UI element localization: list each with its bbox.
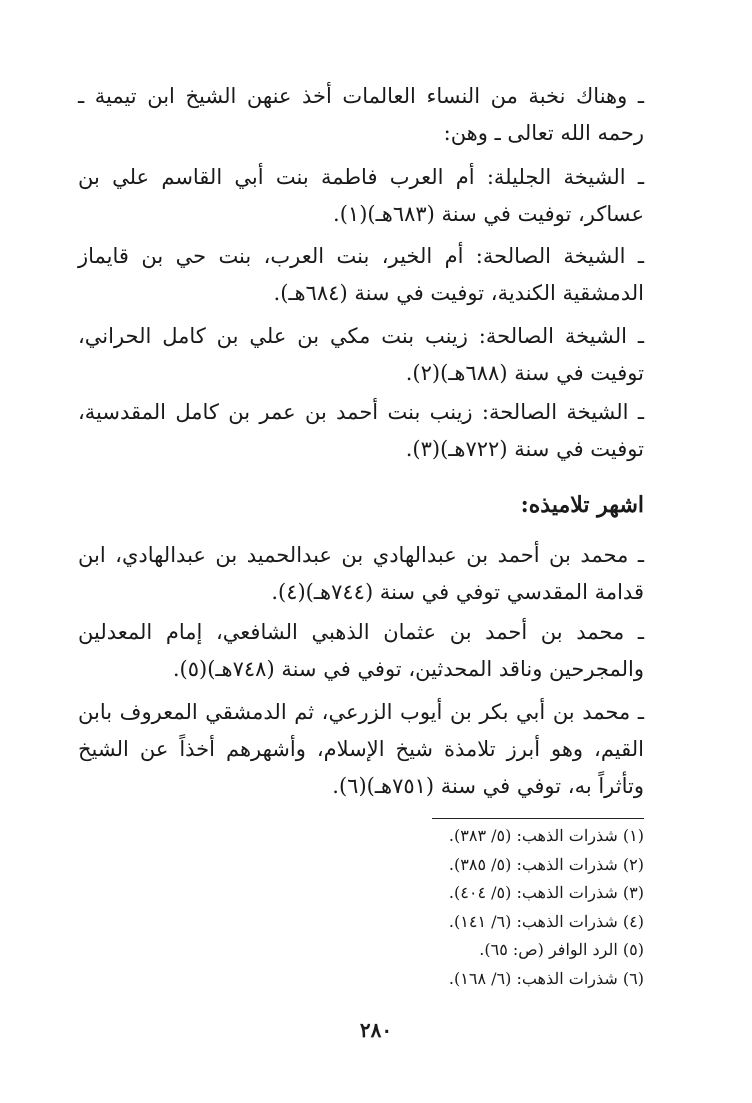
footnote-divider — [432, 818, 644, 819]
intro-text: ـ وهناك نخبة من النساء العالمات أخذ عنهن الشيخ ابن تيمية ـ رحمه الله تعالى ـ وهن: — [78, 84, 644, 145]
student-item — [78, 694, 644, 805]
page-number: ٢٨٠ — [359, 1018, 393, 1042]
student-text: ـ محمد بن أحمد بن عبدالهادي بن عبدالحميد بن عبدالهادي، ابن قدامة المقدسي توفي في سنة (٧٤٤هـ)(٤). — [78, 543, 644, 604]
footnote: (١) شذرات الذهب: (٥/ ٣٨٣). — [448, 826, 644, 845]
student-item — [78, 537, 644, 611]
teacher-text: ـ الشيخة الصالحة: أم الخير، بنت العرب، بنت حي بن قايماز الدمشقية الكندية، توفيت في سنة (٦٨٤هـ). — [78, 244, 644, 305]
student-text: ـ محمد بن أبي بكر بن أيوب الزرعي، ثم الدمشقي المعروف بابن القيم، وهو أبرز تلامذة شيخ الإسلام، وأشهرهم أخذاً عن الشيخ وتأثراً به، توفي في سنة (٧٥١هـ)(٦). — [78, 700, 644, 798]
teacher-item — [78, 394, 644, 468]
student-text: ـ محمد بن أحمد بن عثمان الذهبي الشافعي، إمام المعدلين والمجرحين وناقد المحدثين، توفي في سنة (٧٤٨هـ)(٥). — [78, 620, 644, 681]
students-heading: اشهر تلاميذه: — [520, 492, 644, 518]
teacher-item — [78, 238, 644, 312]
teacher-text: ـ الشيخة الجليلة: أم العرب فاطمة بنت أبي القاسم علي بن عساكر، توفيت في سنة (٦٨٣هـ)(١). — [78, 165, 644, 226]
footnote: (٢) شذرات الذهب: (٥/ ٣٨٥). — [448, 854, 644, 874]
intro-paragraph — [78, 78, 644, 152]
footnote: (٤) شذرات الذهب: (٦/ ١٤١). — [448, 911, 644, 931]
footnote: (٥) الرد الوافر (ص: ٦٥). — [479, 940, 644, 960]
student-item — [78, 614, 644, 688]
footnote: (٦) شذرات الذهب: (٦/ ١٦٨). — [448, 968, 644, 988]
teacher-text: ـ الشيخة الصالحة: زينب بنت مكي بن علي بن كامل الحراني، توفيت في سنة (٦٨٨هـ)(٢). — [78, 324, 644, 385]
teacher-text: ـ الشيخة الصالحة: زينب بنت أحمد بن عمر بن كامل المقدسية، توفيت في سنة (٧٢٢هـ)(٣). — [78, 400, 644, 461]
footnote: (٣) شذرات الذهب: (٥/ ٤٠٤). — [448, 883, 644, 903]
teacher-item — [78, 318, 644, 392]
footnotes — [300, 822, 644, 994]
teacher-item — [78, 159, 644, 233]
